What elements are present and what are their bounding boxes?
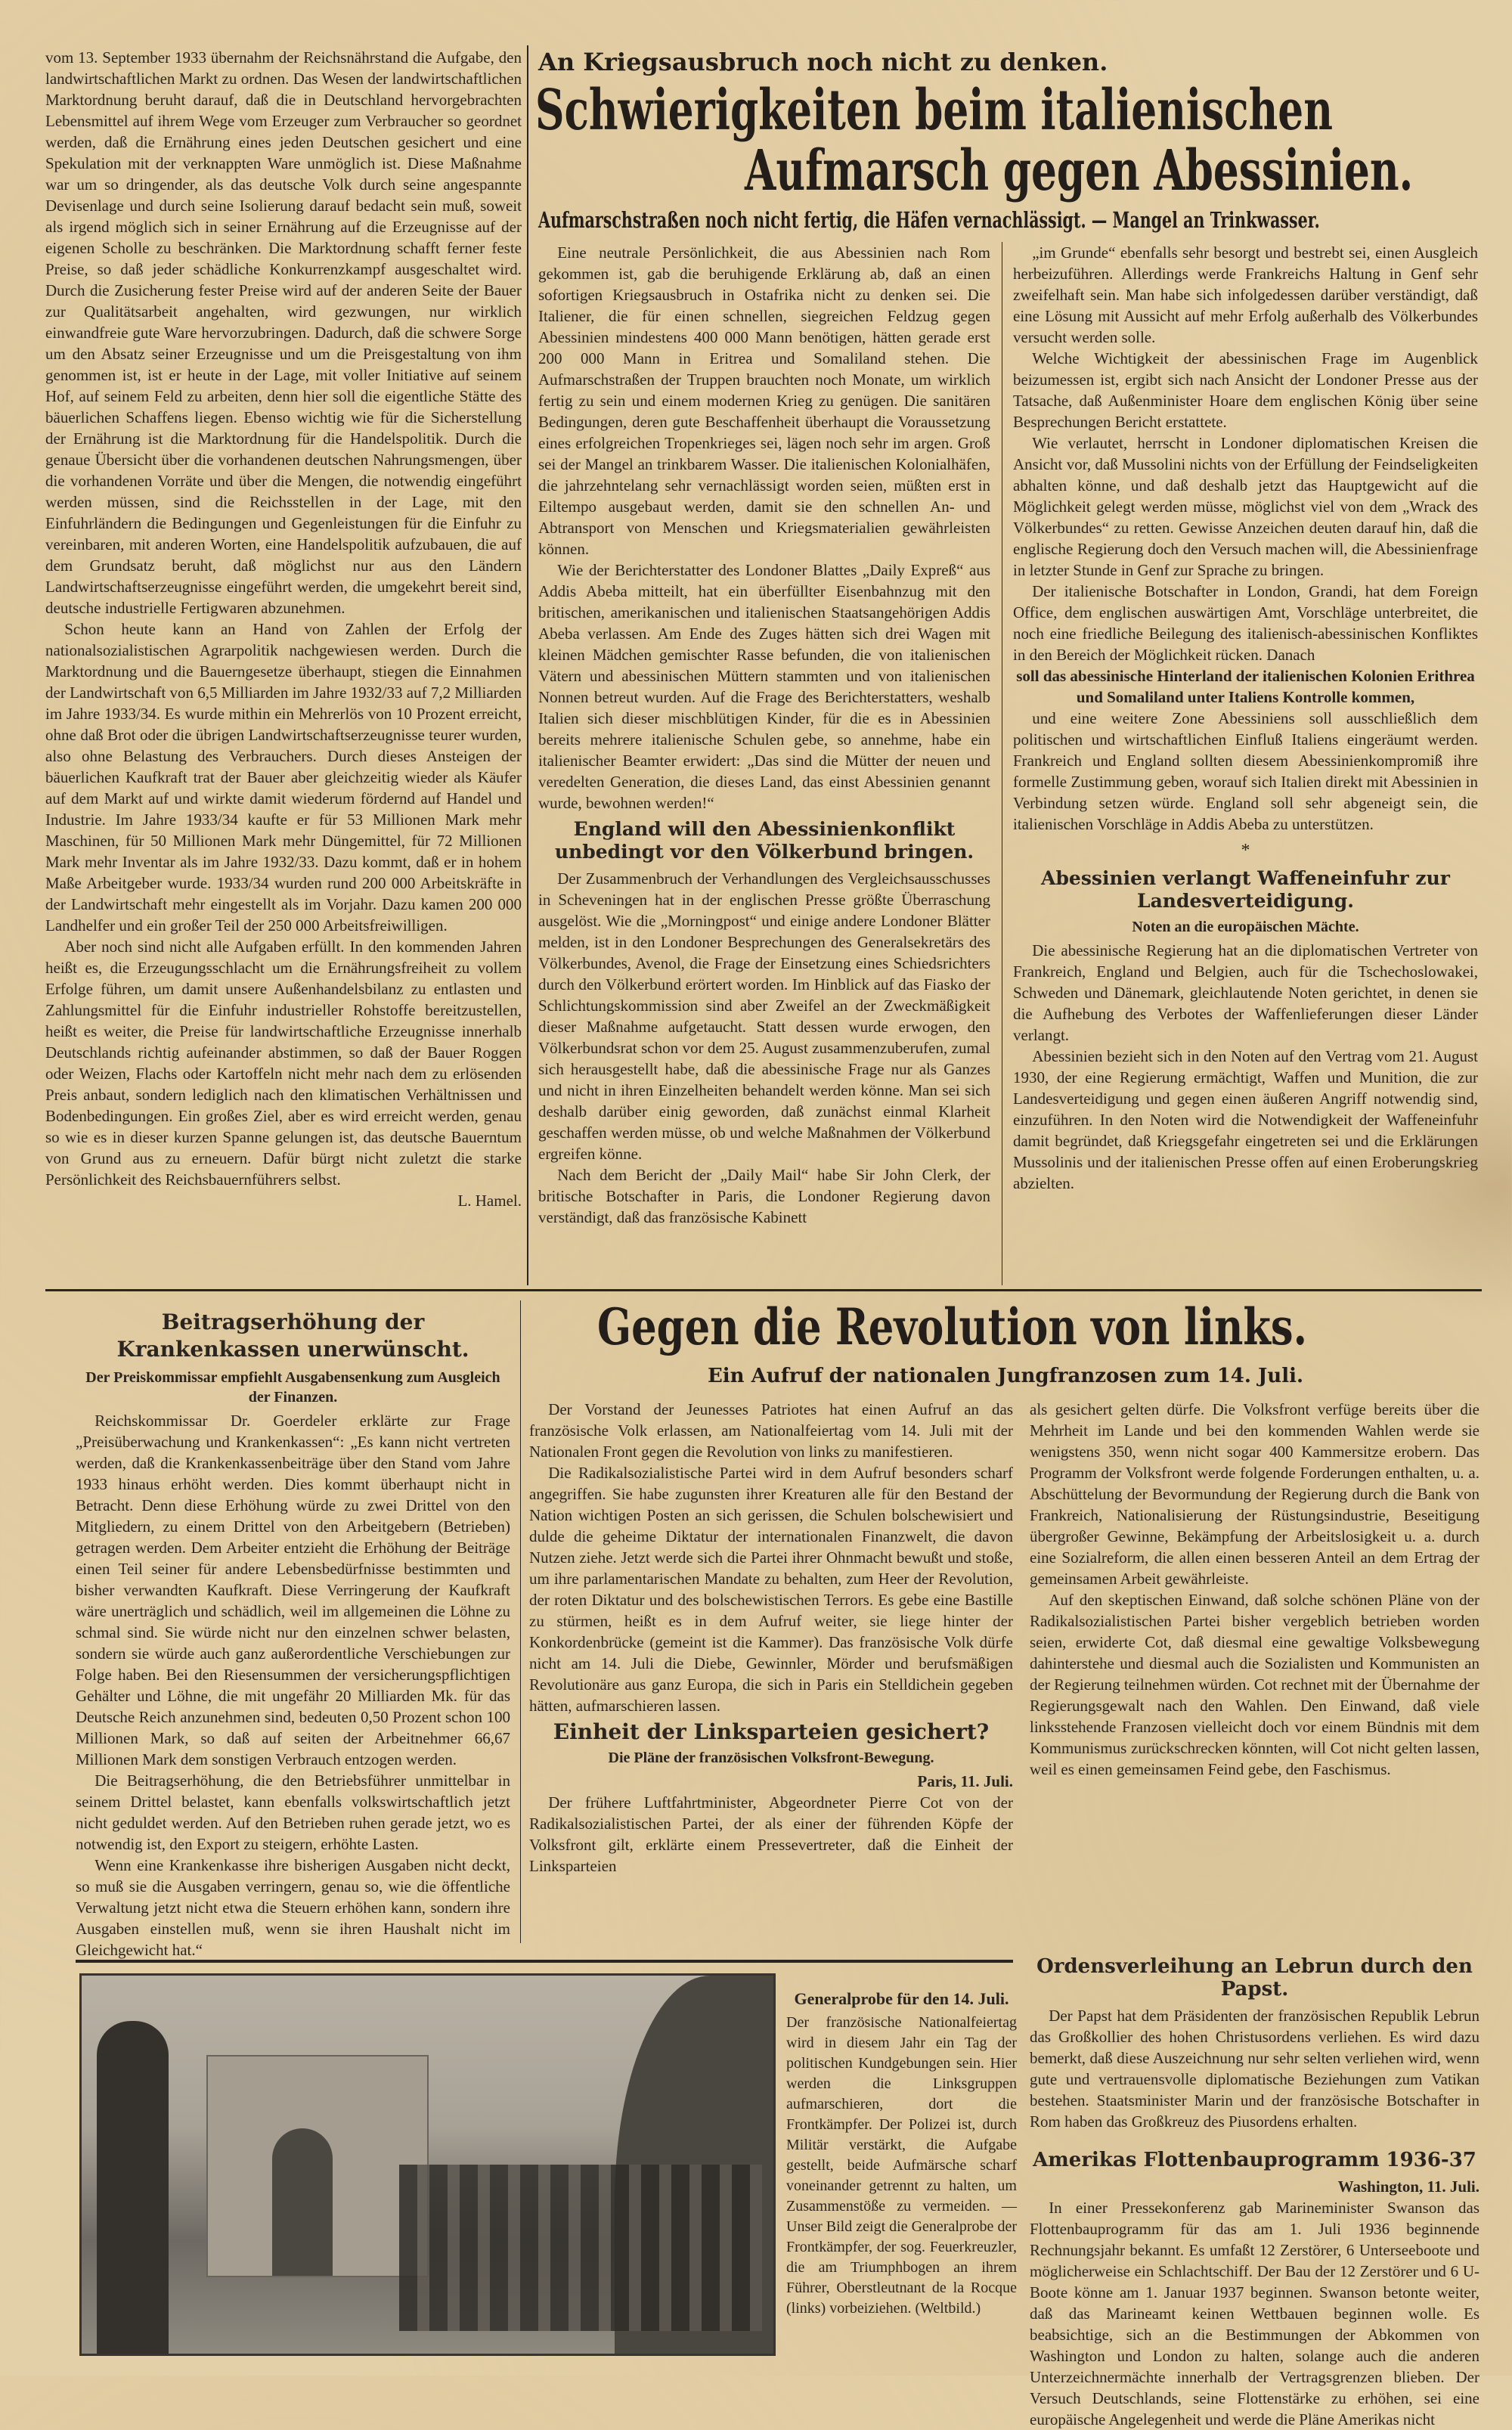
section-heading: Beitragserhöhung der Krankenkassen unerwünscht.: [116, 1310, 469, 1362]
revolution-headline: Gegen die Revolution von links.: [597, 1297, 1308, 1356]
article-paragraph: Nach dem Bericht der „Daily Mail“ habe Sir John Clerk, der britische Botschafter in Paris, die Londoner Regierung davon verständigt, daß das französische Kabinett: [538, 1166, 990, 1226]
article-paragraph: Eine neutrale Persönlichkeit, die aus Abessinien nach Rom gekommen ist, gab die beruhigende Erklärung ab, daß an einen sofortigen Kriegsausbruch in Ostafrika nicht zu denken sei. Die Italiener, die für einen schnellen, siegreichen Feldzug gegen Abessinien mindestens 400 000 Mann benötigen, hätten gerade erst 200 000 Mann in Eritrea und Somaliland stehen. Die Aufmarschstraßen der Truppen brauchten noch Monate, um wirklich fertig zu sein und einem modernen Krieg zu genügen. Die sanitären Bedingungen, deren gute Beschaffenheit überhaupt die Voraussetzung eines erfolgreichen Tropenkrieges sei, lägen noch sehr im argen. Groß sei der Mangel an trinkbarem Wasser. Die italienischen Kolonialhäfen, die jahrzehntelang sehr vernachlässigt worden seien, müßten erst in Eiltempo ausgebaut werden, damit sie den schnellen An- und Abtransport von Menschen und Kriegsmaterialien gewährleisten können.: [538, 243, 990, 558]
column-divider: [520, 1300, 521, 1943]
orden-heading: Ordensverleihung an Lebrun durch den Papst.: [1036, 1955, 1473, 2001]
article-paragraph: Die Beitragserhöhung, die den Betriebsführer unmittelbar in seinem Drittel belastet, kann ebenfalls volkswirtschaftlich jetzt nicht geduldet werden. Auf den Betrieben ruhen gerade jetzt, wo es notwendig ist, den Export zu steigern, erhöhte Lasten.: [76, 1771, 510, 1853]
article-paragraph: Welche Wichtigkeit der abessinischen Frage im Augenblick beizumessen ist, ergibt sich nach Ansicht der Londoner Presse aus der Tatsache, daß Außenminister Hoare dem englischen König über seine Besprechungen Bericht erstattete.: [1013, 349, 1478, 431]
photo-standing-figure: [97, 2021, 169, 2354]
article-paragraph: und eine weitere Zone Abessiniens soll ausschließlich dem politischen und wirtschaftlichen Einfluß Italiens eingeräumt werden. Frankreich und England sollten diesem Abessinienkompromiß ihre formelle Zustimmung geben, worauf sich Italien direkt mit Abessinien in Verbindung setzen würde. England soll sehr abgeneigt sein, die italienischen Vorschläge in Addis Abeba zu unterstützen.: [1013, 709, 1478, 833]
article-paragraph: Der Papst hat dem Präsidenten der französischen Republik Lebrun das Großkollier des hohen Christusordens verliehen. Es wird dazu bemerkt, daß diese Auszeichnung nur sehr selten verliehen wird, wenn gute und vertrauensvolle diplomatische Beziehungen zum Vatikan bestehen. Staatsminister Marin und der französische Botschafter in Rom haben das Großkreuz des Piusordens erhalten.: [1030, 2007, 1479, 2131]
article-paragraph: Wie der Berichterstatter des Londoner Blattes „Daily Expreß“ aus Addis Abeba mitteilt, hat ein überfüllter Eisenbahnzug mit den britischen, amerikanischen und italienischen Staatsangehörigen Addis Abeba verlassen. Am Ende des Zuges hätten sich drei Wagen mit kleinen Mädchen gemischter Rasse befunden, die von italienischen Vätern und abessinischen Müttern stammten und von italienischen Nonnen betreut wurden. Auf die Frage des Berichterstatters, weshalb Italien sich dieser mischblütigen Kinder, für die es in Abessinien bereits mehrere italienische Schulen gebe, so annehme, habe ein italienischer Beamter erwidert: „Das sind die Mütter der neuen und veredelten Generation, die dieses Land, das einst Abessinien genannt wurde, bewohnen werden!“: [538, 561, 990, 812]
revolution-column-2: [1030, 1399, 1479, 1943]
section-subheading: Die Pläne der französischen Volksfront-Bewegung.: [608, 1750, 934, 1766]
column-divider: [527, 45, 528, 1285]
article-paragraph: Abessinien bezieht sich in den Noten auf den Vertrag vom 21. August 1930, der eine Regierung ermächtigt, Waffen und Munition, die zur Landesverteidigung und gegen einen äußeren Angriff notwendig sind, einzuführen. In den Noten wird die Notwendigkeit der Waffeneinfuhr damit begründet, daß Kriegsgefahr eingetreten sei und die Erklärungen Mussolinis und der italienischen Presse offen auf einen Eroberungskrieg abzielten.: [1013, 1047, 1478, 1192]
subheadline: Aufmarschstraßen noch nicht fertig, die Häfen vernachlässigt. — Mangel an Trinkwasser.: [538, 207, 1320, 233]
dateline: Paris, 11. Juli.: [917, 1772, 1013, 1790]
article-paragraph: Wenn eine Krankenkasse ihre bisherigen Ausgaben nicht deckt, so muß sie die Ausgaben verringern, genau so, wie die öffentliche Verwaltung jetzt nicht etwa die Steuern erhöhen kann, sondern ihre Ausgaben einstellen muß, wenn sie ihren Haushalt nicht im Gleichgewicht hat.“: [76, 1856, 510, 1959]
horizontal-divider: [45, 1289, 1482, 1291]
section-heading: Einheit der Linksparteien gesichert?: [553, 1719, 990, 1744]
revolution-column-1: [529, 1399, 1013, 1943]
photo-marching-crowd: [399, 2165, 762, 2331]
separator-star: *: [1241, 841, 1250, 860]
article-paragraph: „im Grunde“ ebenfalls sehr besorgt und bestrebt sei, einen Ausgleich herbeizuführen. Allerdings werde Frankreichs Haltung in Genf sehr zweifelhaft sein. Man habe sich infolgedessen darüber verständigt, daß eine Lösung mit Aussicht auf mehr Erfolg außerhalb des Völkerbundes versucht werden solle.: [1013, 243, 1478, 346]
caption-text: Der französische Nationalfeiertag wird in diesem Jahr ein Tag der politischen Kundgebungen sein. Hier werden die Linksgruppen aufmarschieren, dort die Frontkämpfer. Der Polizei ist, durch Militär verstärkt, die Aufgabe gestellt, beide Aufmärsche scharf voneinander getrennt zu halten, um Zusammenstöße zu vermeiden. — Unser Bild zeigt die Generalprobe der Frontkämpfer, der sog. Feuerkreuzler, die am Triumphbogen an ihrem Führer, Oberstleutnant de la Rocque (links) vorbeiziehen. (Weltbild.): [786, 2014, 1017, 2317]
abessinien-column-2: [1013, 242, 1478, 1285]
section-heading: Abessinien verlangt Waffeneinfuhr zur Landesverteidigung.: [1041, 867, 1450, 912]
article-paragraph: Der Zusammenbruch der Verhandlungen des Vergleichsausschusses in Scheveningen hat in der englischen Presse größte Überraschung ausgelöst. Wie die „Morningpost“ und einige andere Londoner Blätter melden, ist in den Londoner Besprechungen des Generalsekretärs des Völkerbundes, Avenol, die Frage der Einsetzung eines Schiedsrichters durch den Völkerbund erörtert worden. Im Hinblick auf das Fiasko der Schlichtungskommission sind aber Zweifel an der Zweckmäßigkeit dieser Maßnahme aufgetaucht. Statt dessen wurde erwogen, den Völkerbundsrat schon vor dem 25. August zusammenzuberufen, zumal sich herausgestellt habe, daß die abessinische Frage nur als Ganzes und nicht in ihren Einzelheiten behandelt werden könne. Man sei sich deshalb darüber einig geworden, daß zunächst einmal Klarheit geschaffen werden müsse, ob und welche Maßnahmen der Völkerbund ergreifen könne.: [538, 869, 990, 1163]
right-bottom-column: [1030, 1951, 1479, 2428]
flotte-heading: Amerikas Flottenbauprogramm 1936-37: [1033, 2149, 1476, 2171]
article-paragraph: Reichskommissar Dr. Goerdeler erklärte zur Frage „Preisüberwachung und Krankenkassen“: „Es kann nicht vertreten werden, daß die Krankenkassenbeiträge über den Stand vom Jahre 1933 hinaus erhöht werden. Dies kommt überhaupt nicht in Betracht. Denn diese Erhöhung würde zu zwei Drittel von den Mitgliedern, zu einem Drittel von den Arbeitgebern (Betrieben) getragen werden. Dem Arbeiter entzieht die Erhöhung der Beiträge einen Teil seiner für andere Lebensbedürfnisse bestimmten und bisher verwandten Kaufkraft. Diese Verringerung der Kaufkraft wäre unerträglich und schädlich, weil im allgemeinen die Löhne zu schmal sind. Sie würde nicht nur den einzelnen schwer belasten, sondern sie würde auch ganz außerordentliche Verschiebungen zur Folge haben. Bei den Riesensummen der versicherungspflichtigen Gehälter und Löhne, die mit ungefähr 20 Milliarden Mk. für das Deutsche Reich anzunehmen sind, bedeuten 0,50 Prozent schon 100 Millionen Mark, so daß auf seiten der Arbeitnehmer 66,67 Millionen Mark dem sonstigen Verbrauch entzogen werden.: [76, 1412, 510, 1768]
photo-caption: [786, 1988, 1017, 2351]
headline-line-1: Schwierigkeiten beim italienischen: [535, 78, 1333, 143]
news-photo-triumphal-arch: [79, 1973, 776, 2356]
article-paragraph: Wie verlautet, herrscht in Londoner diplomatischen Kreisen die Ansicht vor, daß Mussolini nichts von der Erfüllung der Feindseligkeiten abhalten könne, und daß deshalb jetzt das Hauptgewicht auf die Möglichkeit gelegt werden müsse, möglichst viel von dem „Wrack des Völkerbundes“ zu retten. Gewisse Anzeichen deuten darauf hin, daß die englische Regierung doch den Versuch machen will, die Abessinienfrage in letzter Stunde in Genf zur Sprache zu bringen.: [1013, 434, 1478, 579]
section-subheading: Der Preiskommissar empfiehlt Ausgabensenkung zum Ausgleich der Finanzen.: [85, 1369, 500, 1406]
article-paragraph: In einer Pressekonferenz gab Marineminister Swanson das Flottenbauprogramm für das am 1. Juli 1936 beginnende Rechnungsjahr bekannt. Es umfaßt 12 Zerstörer, 6 Unterseeboote und möglicherweise ein Schlachtschiff. Der Bau der 12 Zerstörer und 6 U-Boote könne am 1. Januar 1937 beginnen. Swanson betonte weiter, daß das Marineamt keinen Wettbauen beginnen wolle. Es beabsichtige, sich an die Bestimmungen der Abkommen von Washington und London zu halten, solange auch die anderen Unterzeichnermächte innerhalb der Vertragsgrenzen blieben. Der Versuch Deutschlands, seine Flottenstärke zu erhöhen, sei eine europäische Angelegenheit und werde die Pläne Amerikas nicht: [1030, 2199, 1479, 2428]
section-heading: England will den Abessinienkonflikt unbedingt vor den Völkerbund bringen.: [554, 818, 974, 863]
article-paragraph: Aber noch sind nicht alle Aufgaben erfüllt. In den kommenden Jahren heißt es, die Erzeugungsschlacht um die Ernährungsfreiheit zu vollem Erfolge führen, um damit unsere Außenhandelsbilanz zu entlasten und Zahlungsmittel für die Einfuhr industrieller Rohstoffe bereitzustellen, heißt es weiter, die Preise für landwirtschaftliche Erzeugnisse innerhalb Deutschlands richtig aufeinander abstimmen, so daß der Bauer Roggen oder Weizen, Flachs oder Kartoffeln nicht mehr nach dem zu erlösenden Preis anbaut, sondern lediglich nach den klimatischen Verhältnissen und Bodenbedingungen. Ein großes Ziel, aber es wird erreicht werden, genau so wie es in dieser kurzen Spanne gelungen ist, das deutsche Bauerntum von Grund aus zu erneuern. Dafür bürgt nicht zuletzt die starke Persönlichkeit des Reichsbauernführers selbst.: [45, 938, 522, 1189]
article-paragraph: als gesichert gelten dürfe. Die Volksfront verfüge bereits über die Mehrheit im Lande und bei den kommenden Wahlen werde sie wenigstens 350, wenn nicht sogar 400 Kammersitze erobern. Das Programm der Volksfront werde folgende Forderungen enthalten, u. a. Abschüttelung der Bevormundung der Regierung durch die Bank von Frankreich, Nationalisierung der Rüstungsindustrie, Beseitigung übergroßer Gewinne, Bekämpfung der Arbeitslosigkeit u. a. durch eine Sozialreform, die allen einen besseren Anteil an dem Ertrag der gemeinsamen Arbeit gewährleiste.: [1030, 1400, 1479, 1588]
headline-line-2: Aufmarsch gegen Abessinien.: [745, 138, 1414, 203]
dateline: Washington, 11. Juli.: [1337, 2177, 1479, 2196]
photo-arc-de-triomphe: [206, 2055, 429, 2277]
article-paragraph: Der Vorstand der Jeunesses Patriotes hat einen Aufruf an das französische Volk erlassen, am Nationalfeiertag vom 14. Juli mit der Nationalen Front gegen die Revolution von links zu manifestieren.: [529, 1400, 1013, 1461]
article-paragraph: Die abessinische Regierung hat an die diplomatischen Vertreter von Frankreich, England und Belgien, auch für die Tschechoslowakei, Schweden und Dänemark, gleichlautende Noten gerichtet, in denen sie die Aufhebung des Verbotes der Waffenlieferungen dieser Länder verlangt.: [1013, 941, 1478, 1044]
article-paragraph: vom 13. September 1933 übernahm der Reichsnährstand die Aufgabe, den landwirtschaftlichen Markt zu ordnen. Das Wesen der landwirtschaftlichen Marktordnung beruht darauf, daß die in Deutschland hervorgebrachten Lebensmittel auf ihrem Wege vom Erzeuger zum Verbraucher so geordnet werden, daß die Ernährung eines jeden Deutschen gesichert und eine Spekulation mit der verknappten Ware unmöglich ist. Diese Maßnahme war um so dringender, als das deutsche Volk durch seine angespannte Devisenlage und durch seine Isolierung darauf bedacht sein muß, soweit als irgend möglich sich in seiner Ernährung auf die Erzeugnisse auf der eigenen Scholle zu beschränken. Die Marktordnung schafft ferner feste Preise, so daß jeder schädliche Konkurrenzkampf ausgeschaltet wird. Durch die Zusicherung fester Preise wird auf der anderen Seite der Bauer zur Qualitätsarbeit angehalten, wird gezwungen, nur wirklich einwandfreie gute Ware hervorzubringen. Dadurch, daß die schwere Sorge um den Absatz seiner Erzeugnisse und um die Preisgestaltung von ihm genommen ist, ist er heute in der Lage, mit voller Initiative auf seinem Hof, auf seinem Feld zu arbeiten, denn hier soll die eigentliche Stätte des bäuerlichen Schaffens liegen. Ebenso wichtig wie für die Sicherstellung der Ernährung ist die Marktordnung für die Handelspolitik. Durch die genaue Übersicht über die vorhandenen deutschen Nahrungsmengen, über die vorhandenen Vorräte und über die Mengen, die notwendig eingeführt werden müssen, sind die Reichsstellen in der Lage, mit den Einfuhrländern die Bedingungen und Gegenleistungen für die Einfuhr zu vereinbaren, mit anderen Worten, eine Handelspolitik aufzubauen, die auf dem Grundsatz beruht, daß möglichst nur aus den Ländern Landwirtschaftserzeugnisse eingeführt werden, die umgekehrt bereit sind, deutsche industrielle Fertigwaren abzunehmen.: [45, 48, 522, 617]
article-author: L. Hamel.: [457, 1192, 522, 1210]
article-paragraph: Auf den skeptischen Einwand, daß solche schönen Pläne von der Radikalsozialistischen Partei bisher vergeblich betrieben worden seien, erwiderte Cot, daß diesmal eine gewaltige Volksbewegung dahinterstehe und diesmal auch die Sozialisten und Kommunisten an der Regierung teilnehmen würden. Cot rechnet mit der Übernahme der Regierungsgewalt nach den Wahlen. Den Einwand, daß viele linksstehende Franzosen vielleicht doch vor einem Bündnis mit dem Kommunismus zurückschrecken könnten, will Cot nicht gelten lassen, weil es einen gemeinsamen Feind gebe, den Faschismus.: [1030, 1591, 1479, 1778]
article-paragraph: Schon heute kann an Hand von Zahlen der Erfolg der nationalsozialistischen Agrarpolitik nachgewiesen werden. Durch die Marktordnung und die Bauerngesetze überhaupt, stiegen die Einnahmen der Landwirtschaft von 6,5 Milliarden im Jahre 1932/33 auf 7,2 Milliarden im Jahre 1933/34. Es wurde mithin ein Mehrerlös von 10 Prozent erreicht, ohne daß Brot oder die übrigen Landwirtschaftserzeugnisse teurer wurden, also ohne Belastung des Verbrauchers. Durch dieses Ansteigen der bäuerlichen Kaufkraft trat der Bauer aber gleichzeitig wieder als Käufer auf dem Markt auf und wirkte damit wiederum fördernd auf Handel und Industrie. Im Jahre 1933/34 kaufte er für 53 Millionen Mark mehr Maschinen, für 50 Millionen Mark mehr Düngemittel, für 72 Millionen Mark mehr Inventar als im Jahre 1932/33. Dazu kommt, daß er in hohem Maße Arbeitgeber wurde. 1933/34 wurden rund 200 000 Arbeitskräfte in der Landwirtschaft mehr eingestellt als im Vorjahr. Dazu kamen 200 000 Landhelfer und ein großer Teil der 250 000 Arbeitsfreiwilligen.: [45, 620, 522, 934]
agrarpolitik-article: [45, 47, 522, 1287]
krankenkassen-article: [76, 1304, 510, 1959]
article-paragraph: Der frühere Luftfahrtminister, Abgeordneter Pierre Cot von der Radikalsozialistischen Partei, der als einer der führenden Köpfe der Volksfront gilt, erklärte einem Pressevertreter, daß die Einheit der Linksparteien: [529, 1793, 1013, 1875]
revolution-subheadline: Ein Aufruf der nationalen Jungfranzosen zum 14. Juli.: [707, 1365, 1303, 1387]
horizontal-divider: [76, 1960, 1013, 1963]
caption-title: Generalprobe für den 14. Juli.: [794, 1989, 1009, 2008]
section-subheading: Noten an die europäischen Mächte.: [1132, 919, 1359, 935]
article-paragraph: Der italienische Botschafter in London, Grandi, hat dem Foreign Office, dem englischen auswärtigen Amt, Vorschläge unterbreitet, die noch eine friedliche Beilegung des italienisch-abessinischen Konfliktes in den Bereich der Möglichkeit rücken. Danach: [1013, 582, 1478, 664]
abessinien-column-1: [538, 242, 990, 1285]
article-paragraph: Die Radikalsozialistische Partei wird in dem Aufruf besonders scharf angegriffen. Sie habe zugunsten ihrer Kreaturen alle für den Bestand der Nation wichtigen Posten an sich gerissen, die Schulen bolschewisiert und dulde die geheime Diktatur der internationalen Finanzwelt, die davon Nutzen ziehe. Jetzt werde sich die Partei ihrer Ohnmacht bewußt und stoße, um ihre parlamentarischen Mandate zu behalten, zum Heer der Revolution, der roten Diktatur und des bolschewistischen Terrors. Es gebe eine Bastille zu stürmen, heißt es in dem Aufruf weiter, sie liege hinter der Konkordenbrücke (gemeint ist die Kammer). Das französische Volk dürfe nicht am 14. Juli die Diebe, Gewinnler, Mörder und berufsmäßigen Revolutionäre aus ganz Europa, die sich in Paris ein Stelldichein gegeben hätten, aufmarschieren lassen.: [529, 1464, 1013, 1715]
kicker: An Kriegsausbruch noch nicht zu denken.: [538, 48, 1108, 76]
emphasis-paragraph: soll das abessinische Hinterland der italienischen Kolonien Erithrea und Somaliland unter Italiens Kontrolle kommen,: [1016, 667, 1475, 706]
